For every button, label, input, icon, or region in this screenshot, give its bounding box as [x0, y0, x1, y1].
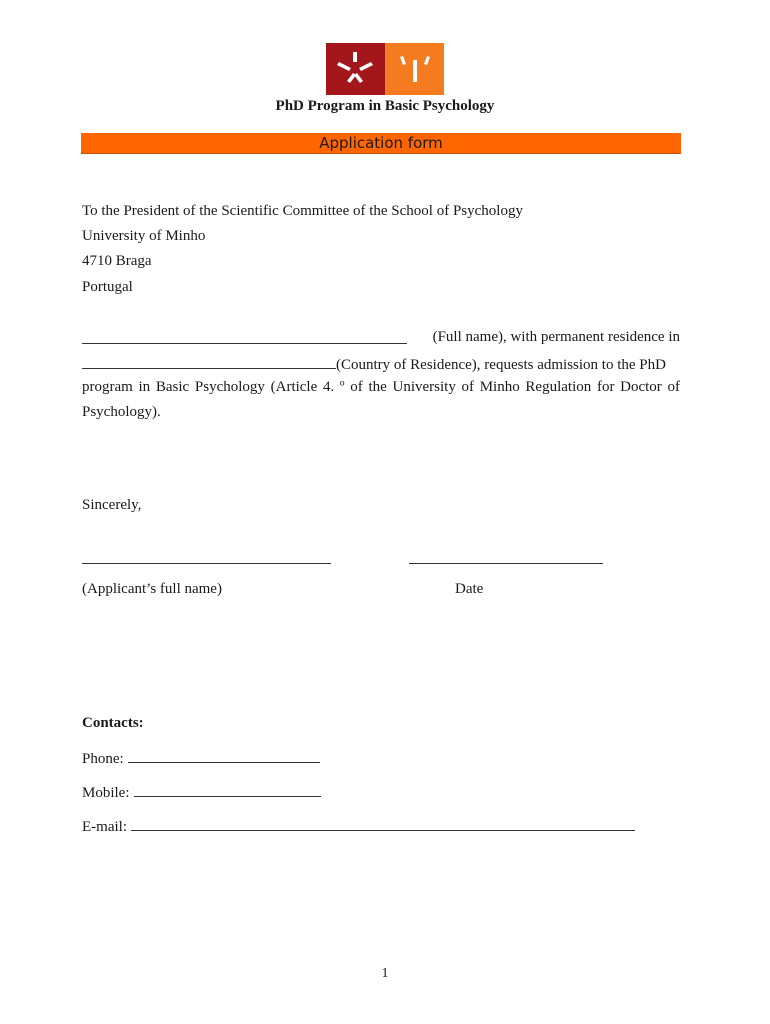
- contacts-heading: Contacts:: [82, 715, 144, 731]
- email-field[interactable]: [131, 816, 635, 831]
- mobile-field[interactable]: [134, 782, 321, 797]
- closing: Sincerely,: [82, 497, 142, 513]
- full-name-row: [82, 329, 680, 349]
- email-label: E-mail:: [82, 819, 127, 835]
- program-title: PhD Program in Basic Psychology: [275, 98, 495, 114]
- address-line-2: University of Minho: [82, 228, 206, 244]
- date-field[interactable]: [409, 563, 603, 564]
- phone-row: [82, 748, 320, 768]
- form-title-banner: [81, 133, 681, 154]
- full-name-field[interactable]: [82, 329, 407, 344]
- logo-left-panel: [326, 43, 385, 95]
- form-title: Application form: [319, 134, 443, 152]
- mobile-row: [82, 782, 321, 802]
- country-label: (Country of Residence), requests admission to the PhD: [336, 357, 666, 373]
- body-paragraph-rest: program in Basic Psychology (Article 4. º of the University of Minho Regulation for Doctor of Psychology).: [82, 379, 680, 420]
- address-line-3: 4710 Braga: [82, 253, 152, 269]
- university-logo: [326, 43, 444, 95]
- country-field[interactable]: [82, 354, 336, 369]
- full-name-label: (Full name), with permanent residence in: [432, 329, 680, 345]
- address-line-4: Portugal: [82, 279, 133, 295]
- email-row: [82, 816, 635, 836]
- phone-label: Phone:: [82, 751, 124, 767]
- country-row: [82, 354, 680, 374]
- applicant-name-field[interactable]: [82, 563, 331, 564]
- page-number: 1: [381, 966, 389, 981]
- date-label: Date: [455, 581, 484, 597]
- address-line-1: To the President of the Scientific Committee of the School of Psychology: [82, 203, 523, 219]
- phone-field[interactable]: [128, 748, 320, 763]
- mobile-label: Mobile:: [82, 785, 130, 801]
- applicant-name-label: (Applicant’s full name): [82, 581, 222, 597]
